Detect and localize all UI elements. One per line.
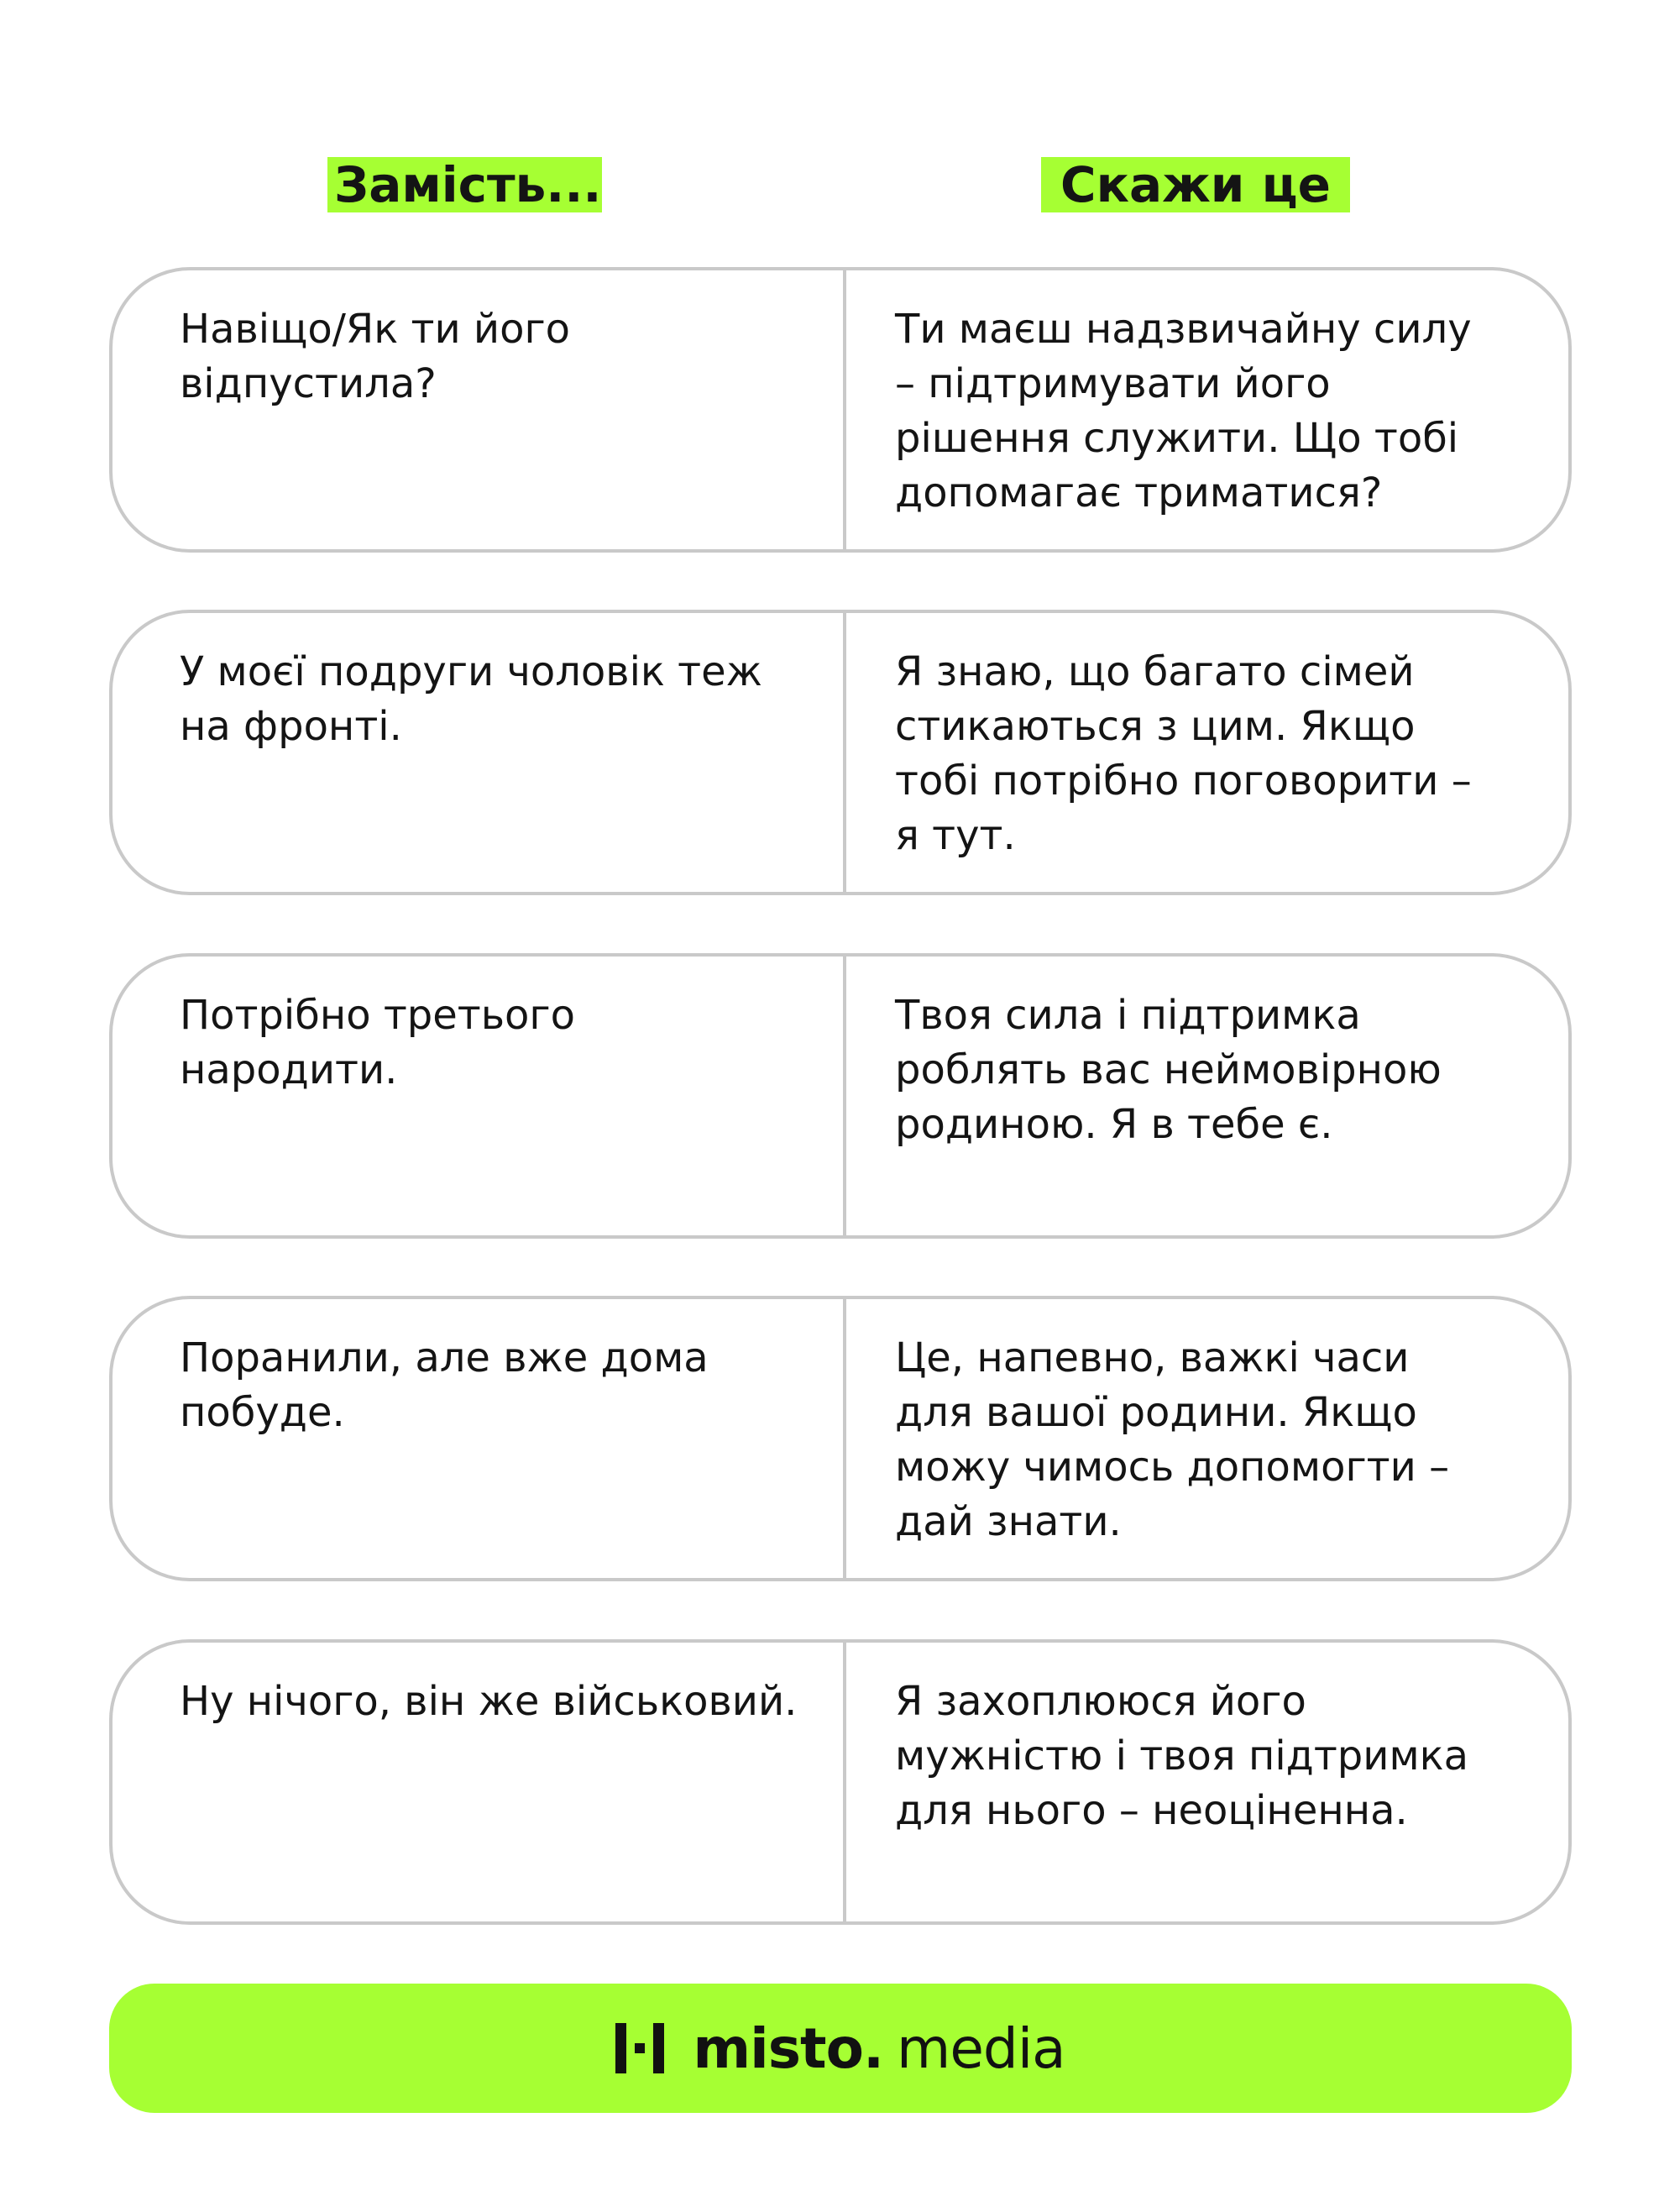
say-phrase: Я знаю, що багато сімей стикаються з цим. Якщо тобі потрібно поговорити – я тут. <box>895 648 1472 859</box>
comparison-card-4 <box>109 1296 1572 1581</box>
logo-text-bold: misto. <box>693 2015 884 2081</box>
comparison-card-3 <box>109 953 1572 1239</box>
instead-phrase: Навіщо/Як ти його відпустила? <box>180 306 571 407</box>
logo-text-light: media <box>897 2015 1065 2081</box>
instead-phrase: У моєї подруги чоловік теж на фронті. <box>180 648 762 750</box>
comparison-card-5 <box>109 1639 1572 1925</box>
misto-media-logo <box>615 2016 1065 2081</box>
say-phrase: Ти маєш надзвичайну силу – підтримувати його рішення служити. Що тобі допомагає триматися? <box>895 306 1472 516</box>
say-phrase: Це, напевно, важкі часи для вашої родини. Якщо можу чимось допомогти – дай знати. <box>895 1334 1450 1545</box>
header-say-this: Скажи це <box>1041 157 1350 212</box>
logo-mark-icon <box>615 2023 664 2073</box>
comparison-card-1 <box>109 267 1572 553</box>
comparison-card-2 <box>109 610 1572 895</box>
instead-phrase: Ну нічого, він же військовий. <box>180 1678 798 1725</box>
instead-phrase: Потрібно третього народити. <box>180 992 575 1093</box>
say-phrase: Я захоплююся його мужністю і твоя підтримка для нього – неоціненна. <box>895 1678 1469 1834</box>
footer-banner <box>109 1984 1572 2113</box>
header-instead: Замість... <box>327 157 602 212</box>
instead-phrase: Поранили, але вже дома побуде. <box>180 1334 709 1436</box>
say-phrase: Твоя сила і підтримка роблять вас неймовірною родиною. Я в тебе є. <box>895 992 1442 1148</box>
